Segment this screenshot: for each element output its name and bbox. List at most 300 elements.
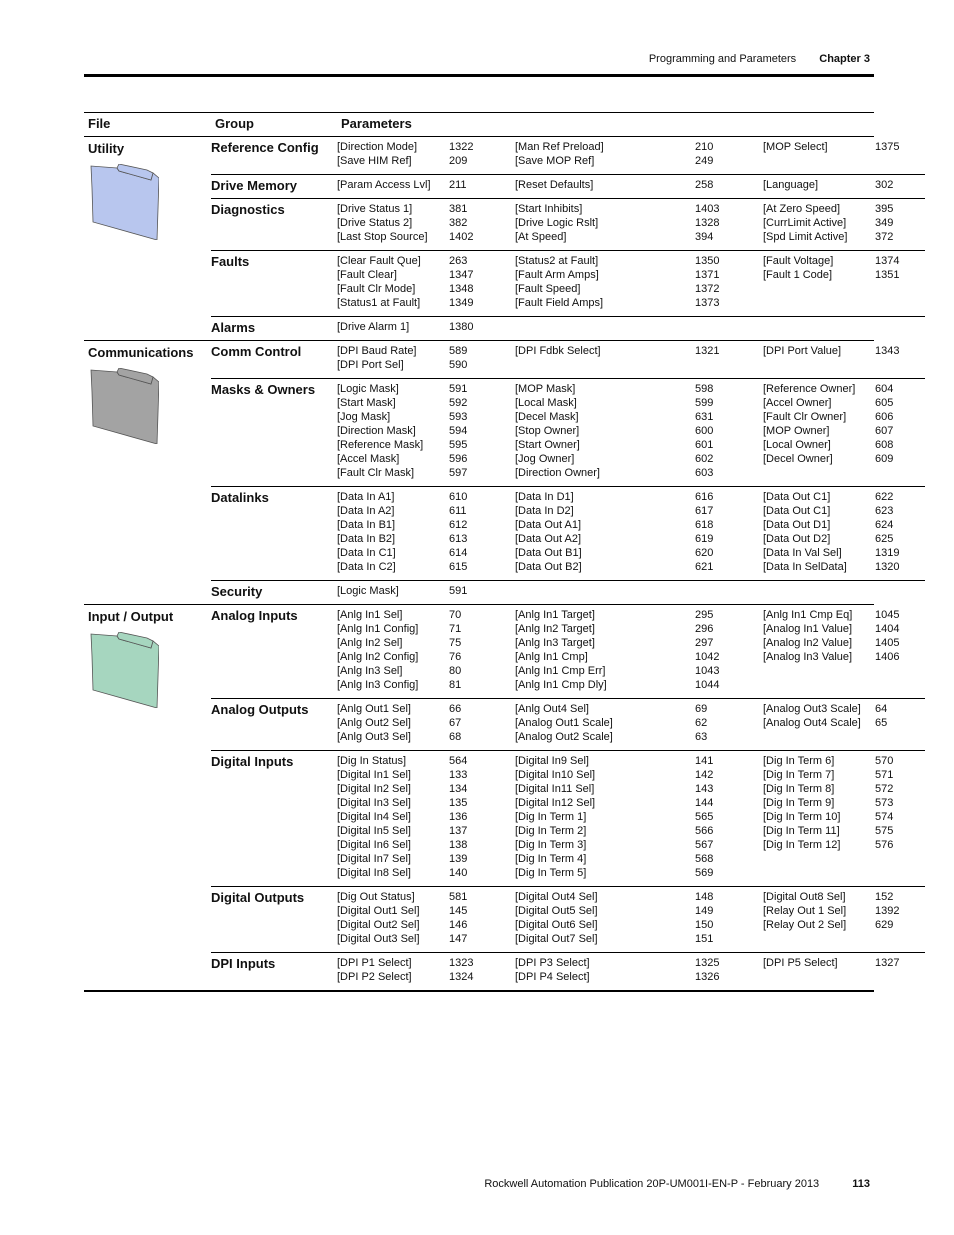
- parameter-name: [Data In SelData]: [763, 561, 847, 573]
- parameter-number: 76: [449, 651, 462, 663]
- parameter-number: 64: [875, 703, 888, 715]
- parameter-number: 607: [875, 425, 894, 437]
- header-chapter: Chapter 3: [819, 53, 870, 65]
- parameter-number: 619: [695, 533, 714, 545]
- group-name: Analog Inputs: [211, 608, 298, 623]
- page-number: 113: [852, 1178, 870, 1190]
- file-name: Input / Output: [88, 609, 174, 624]
- parameter-name: [Fault 1 Code]: [763, 269, 833, 281]
- parameter-number: 611: [449, 505, 467, 517]
- parameter-grid: [337, 341, 925, 378]
- parameter-name: [Status1 at Fault]: [337, 297, 421, 309]
- parameter-name: [Anlg In1 Cmp Dly]: [515, 679, 607, 691]
- parameter-name: [Reference Owner]: [763, 383, 856, 395]
- parameter-number: 624: [875, 519, 894, 531]
- group-name: Faults: [211, 254, 250, 269]
- parameter-number: 573: [875, 797, 894, 809]
- parameter-number: 629: [875, 919, 894, 931]
- parameter-name: [Drive Alarm 1]: [337, 321, 410, 333]
- parameter-number: 150: [695, 919, 714, 931]
- parameter-number: 1403: [695, 203, 720, 215]
- parameter-number: 569: [695, 867, 714, 879]
- parameter-name: [Param Access Lvl]: [337, 179, 431, 191]
- parameter-number: 604: [875, 383, 894, 395]
- parameter-name: [Anlg Out1 Sel]: [337, 703, 411, 715]
- parameter-name: [Digital In6 Sel]: [337, 839, 411, 851]
- file-name: Utility: [88, 141, 125, 156]
- parameter-number: 589: [449, 345, 468, 357]
- parameter-name: [Fault Speed]: [515, 283, 581, 295]
- parameter-name: [Digital In9 Sel]: [515, 755, 589, 767]
- col-group: Group: [215, 116, 254, 131]
- parameter-name: [Anlg Out4 Sel]: [515, 703, 589, 715]
- parameter-number: 137: [449, 825, 468, 837]
- parameter-number: 1351: [875, 269, 900, 281]
- parameter-name: [Digital Out7 Sel]: [515, 933, 598, 945]
- parameter-name: [Anlg In1 Cmp Err]: [515, 665, 606, 677]
- parameter-number: 1392: [875, 905, 900, 917]
- parameter-number: 145: [449, 905, 468, 917]
- parameter-number: 1322: [449, 141, 474, 153]
- parameter-name: [Direction Mask]: [337, 425, 416, 437]
- parameter-name: [Digital In10 Sel]: [515, 769, 596, 781]
- parameter-number: 395: [875, 203, 894, 215]
- parameter-number: 135: [449, 797, 468, 809]
- parameter-number: 1321: [695, 345, 720, 357]
- parameter-name: [DPI P1 Select]: [337, 957, 412, 969]
- parameter-name: [Data Out C1]: [763, 491, 831, 503]
- parameter-number: 599: [695, 397, 714, 409]
- parameter-number: 258: [695, 179, 714, 191]
- group-row: [211, 317, 925, 340]
- parameter-number: 81: [449, 679, 462, 691]
- parameter-number: 1327: [875, 957, 900, 969]
- parameter-name: [Analog Out1 Scale]: [515, 717, 613, 729]
- parameter-number: 69: [695, 703, 708, 715]
- parameter-name: [Data Out A2]: [515, 533, 582, 545]
- parameter-name: [Dig In Term 7]: [763, 769, 835, 781]
- folder-icon: [89, 164, 159, 240]
- parameter-name: [Digital In5 Sel]: [337, 825, 411, 837]
- parameter-number: 65: [875, 717, 888, 729]
- parameter-grid: [337, 317, 925, 340]
- header-section: Programming and Parameters: [648, 53, 797, 65]
- parameter-number: 1042: [695, 651, 720, 663]
- parameter-number: 617: [695, 505, 714, 517]
- group-list: [211, 605, 925, 990]
- group-name: Reference Config: [211, 140, 319, 155]
- parameter-number: 295: [695, 609, 714, 621]
- parameter-number: 600: [695, 425, 714, 437]
- parameter-name: [Anlg In1 Sel]: [337, 609, 403, 621]
- parameter-name: [Man Ref Preload]: [515, 141, 604, 153]
- parameter-number: 147: [449, 933, 468, 945]
- parameter-number: 616: [695, 491, 714, 503]
- parameter-name: [Save MOP Ref]: [515, 155, 595, 167]
- parameter-number: 146: [449, 919, 468, 931]
- parameter-number: 136: [449, 811, 468, 823]
- parameter-name: [Digital In12 Sel]: [515, 797, 596, 809]
- parameter-name: [Local Mask]: [515, 397, 577, 409]
- parameter-name: [Data In D1]: [515, 491, 574, 503]
- parameter-name: [Analog In1 Value]: [763, 623, 853, 635]
- parameter-grid: [337, 605, 925, 698]
- group-row: [211, 887, 925, 953]
- parameter-name: [Fault Clr Mask]: [337, 467, 415, 479]
- parameter-number: 140: [449, 867, 468, 879]
- parameter-number: 1373: [695, 297, 720, 309]
- parameter-number: 394: [695, 231, 714, 243]
- parameter-number: 596: [449, 453, 468, 465]
- group-name: Digital Outputs: [211, 890, 305, 905]
- page-footer: [484, 1178, 870, 1190]
- table-body: [84, 137, 900, 992]
- parameter-number: 1328: [695, 217, 720, 229]
- group-name: Alarms: [211, 320, 256, 335]
- parameter-name: [Analog In3 Value]: [763, 651, 853, 663]
- parameter-name: [Anlg In1 Cmp]: [515, 651, 588, 663]
- parameter-number: 621: [695, 561, 714, 573]
- parameter-number: 623: [875, 505, 894, 517]
- parameter-number: 605: [875, 397, 894, 409]
- group-row: [211, 251, 925, 317]
- parameter-name: [Logic Mask]: [337, 585, 399, 597]
- parameter-name: [Accel Owner]: [763, 397, 832, 409]
- parameter-grid: [337, 379, 925, 486]
- parameter-number: 574: [875, 811, 894, 823]
- parameter-number: 609: [875, 453, 894, 465]
- parameter-name: [DPI P3 Select]: [515, 957, 590, 969]
- parameter-name: [Status2 at Fault]: [515, 255, 599, 267]
- parameter-name: [MOP Owner]: [763, 425, 830, 437]
- parameter-number: 63: [695, 731, 708, 743]
- parameter-name: [Dig In Term 9]: [763, 797, 835, 809]
- group-name: Masks & Owners: [211, 382, 316, 397]
- parameter-number: 141: [695, 755, 714, 767]
- parameter-number: 263: [449, 255, 468, 267]
- parameter-number: 302: [875, 179, 894, 191]
- parameter-name: [Digital Out5 Sel]: [515, 905, 598, 917]
- col-parameters: Parameters: [341, 116, 412, 131]
- file-section: [84, 137, 900, 341]
- parameter-number: 149: [695, 905, 714, 917]
- parameter-number: 1371: [695, 269, 720, 281]
- parameter-number: 142: [695, 769, 714, 781]
- parameter-number: 349: [875, 217, 894, 229]
- parameter-name: [Data In C1]: [337, 547, 396, 559]
- parameter-name: [Start Mask]: [337, 397, 396, 409]
- parameter-grid: [337, 887, 925, 952]
- parameter-number: 631: [695, 411, 714, 423]
- parameter-number: 568: [695, 853, 714, 865]
- parameter-number: 590: [449, 359, 468, 371]
- group-name: Analog Outputs: [211, 702, 309, 717]
- parameter-name: [Dig In Term 2]: [515, 825, 587, 837]
- group-row: [211, 175, 925, 199]
- parameter-number: 1326: [695, 971, 720, 983]
- parameter-number: 1375: [875, 141, 900, 153]
- parameter-name: [Local Owner]: [763, 439, 831, 451]
- parameter-number: 210: [695, 141, 714, 153]
- parameter-name: [Data In B1]: [337, 519, 396, 531]
- file-cell: [84, 341, 211, 604]
- parameter-name: [Accel Mask]: [337, 453, 400, 465]
- group-name: DPI Inputs: [211, 956, 276, 971]
- parameter-name: [Clear Fault Que]: [337, 255, 421, 267]
- parameter-number: 71: [449, 623, 462, 635]
- parameter-name: [Drive Logic Rslt]: [515, 217, 599, 229]
- parameter-number: 296: [695, 623, 714, 635]
- parameter-name: [At Zero Speed]: [763, 203, 841, 215]
- parameter-name: [Direction Mode]: [337, 141, 418, 153]
- parameter-name: [Analog Out4 Scale]: [763, 717, 861, 729]
- parameter-number: 576: [875, 839, 894, 851]
- parameter-name: [Digital In7 Sel]: [337, 853, 411, 865]
- parameter-number: 613: [449, 533, 468, 545]
- parameter-number: 591: [449, 585, 468, 597]
- parameter-number: 75: [449, 637, 462, 649]
- parameter-grid: [337, 137, 925, 174]
- parameter-number: 614: [449, 547, 468, 559]
- group-name: Datalinks: [211, 490, 269, 505]
- parameter-name: [Drive Status 2]: [337, 217, 413, 229]
- parameter-number: 1349: [449, 297, 474, 309]
- parameter-number: 1325: [695, 957, 720, 969]
- parameter-name: [Dig In Term 8]: [763, 783, 835, 795]
- parameter-number: 591: [449, 383, 468, 395]
- parameter-name: [Relay Out 2 Sel]: [763, 919, 847, 931]
- parameter-name: [Data Out A1]: [515, 519, 582, 531]
- parameter-name: [Data In A2]: [337, 505, 395, 517]
- parameter-name: [Decel Owner]: [763, 453, 833, 465]
- parameter-number: 1319: [875, 547, 900, 559]
- parameter-number: 1347: [449, 269, 474, 281]
- parameter-name: [Start Inhibits]: [515, 203, 583, 215]
- parameter-name: [Data Out D2]: [763, 533, 831, 545]
- parameter-number: 134: [449, 783, 468, 795]
- parameter-number: 144: [695, 797, 714, 809]
- parameter-name: [Fault Clear]: [337, 269, 397, 281]
- parameter-number: 608: [875, 439, 894, 451]
- parameter-number: 249: [695, 155, 714, 167]
- parameter-name: [Dig In Term 12]: [763, 839, 841, 851]
- parameter-number: 139: [449, 853, 468, 865]
- parameter-name: [Jog Owner]: [515, 453, 575, 465]
- parameter-name: [Data Out B1]: [515, 547, 582, 559]
- parameter-number: 372: [875, 231, 894, 243]
- parameter-grid: [337, 953, 925, 990]
- parameter-number: 1406: [875, 651, 900, 663]
- parameter-name: [Data Out D1]: [763, 519, 831, 531]
- parameter-number: 151: [695, 933, 714, 945]
- parameter-number: 381: [449, 203, 468, 215]
- parameter-number: 610: [449, 491, 468, 503]
- parameter-name: [Drive Status 1]: [337, 203, 413, 215]
- group-name: Drive Memory: [211, 178, 297, 193]
- group-row: [211, 487, 925, 581]
- parameter-name: [Language]: [763, 179, 819, 191]
- group-row: [211, 581, 925, 604]
- parameter-number: 595: [449, 439, 468, 451]
- parameter-name: [Analog In2 Value]: [763, 637, 853, 649]
- parameter-name: [DPI Port Value]: [763, 345, 842, 357]
- group-list: [211, 137, 925, 340]
- group-name: Diagnostics: [211, 202, 285, 217]
- group-row: [211, 341, 925, 379]
- parameter-number: 1404: [875, 623, 900, 635]
- group-row: [211, 751, 925, 887]
- parameter-number: 618: [695, 519, 714, 531]
- parameter-name: [Data In A1]: [337, 491, 395, 503]
- parameter-name: [Reference Mask]: [337, 439, 424, 451]
- parameter-name: [Logic Mask]: [337, 383, 399, 395]
- parameter-name: [Digital In11 Sel]: [515, 783, 595, 795]
- parameter-number: 575: [875, 825, 894, 837]
- parameter-name: [Digital In1 Sel]: [337, 769, 411, 781]
- parameter-name: [Digital In4 Sel]: [337, 811, 411, 823]
- file-name: Communications: [88, 345, 194, 360]
- parameter-number: 62: [695, 717, 708, 729]
- parameter-number: 598: [695, 383, 714, 395]
- parameter-number: 68: [449, 731, 462, 743]
- parameter-name: [Relay Out 1 Sel]: [763, 905, 847, 917]
- parameter-name: [Fault Arm Amps]: [515, 269, 599, 281]
- folder-icon: [89, 368, 159, 444]
- parameter-number: 572: [875, 783, 894, 795]
- parameter-number: 1045: [875, 609, 900, 621]
- parameter-name: [Data In B2]: [337, 533, 396, 545]
- parameter-number: 152: [875, 891, 894, 903]
- parameter-number: 566: [695, 825, 714, 837]
- parameter-number: 1372: [695, 283, 720, 295]
- parameter-name: [DPI P4 Select]: [515, 971, 590, 983]
- parameter-number: 615: [449, 561, 468, 573]
- parameter-name: [Dig In Status]: [337, 755, 407, 767]
- group-name: Digital Inputs: [211, 754, 294, 769]
- parameter-name: [Decel Mask]: [515, 411, 579, 423]
- parameter-name: [At Speed]: [515, 231, 567, 243]
- parameter-number: 67: [449, 717, 462, 729]
- parameter-number: 1044: [695, 679, 720, 691]
- parameter-name: [Digital In3 Sel]: [337, 797, 411, 809]
- parameter-number: 1343: [875, 345, 900, 357]
- parameter-number: 1350: [695, 255, 720, 267]
- parameter-number: 565: [695, 811, 714, 823]
- parameter-name: [Digital Out6 Sel]: [515, 919, 598, 931]
- group-row: [211, 699, 925, 751]
- parameter-number: 567: [695, 839, 714, 851]
- parameter-name: [Anlg Out3 Sel]: [337, 731, 411, 743]
- parameter-grid: [337, 175, 925, 198]
- parameter-number: 70: [449, 609, 462, 621]
- parameter-number: 209: [449, 155, 468, 167]
- parameter-name: [Analog Out3 Scale]: [763, 703, 861, 715]
- parameter-name: [Digital Out1 Sel]: [337, 905, 420, 917]
- parameter-grid: [337, 487, 925, 580]
- parameter-name: [Spd Limit Active]: [763, 231, 848, 243]
- parameter-number: 148: [695, 891, 714, 903]
- parameter-number: 622: [875, 491, 894, 503]
- parameter-number: 620: [695, 547, 714, 559]
- parameter-number: 625: [875, 533, 894, 545]
- parameter-number: 80: [449, 665, 462, 677]
- file-section: [84, 341, 900, 605]
- file-cell: [84, 137, 211, 340]
- parameter-name: [DPI Port Sel]: [337, 359, 404, 371]
- parameter-name: [Fault Voltage]: [763, 255, 834, 267]
- group-name: Comm Control: [211, 344, 302, 359]
- parameter-grid: [337, 199, 925, 250]
- parameter-number: 597: [449, 467, 468, 479]
- parameter-name: [Reset Defaults]: [515, 179, 594, 191]
- parameter-number: 1348: [449, 283, 474, 295]
- parameter-number: 1374: [875, 255, 900, 267]
- parameter-name: [Anlg In1 Cmp Eq]: [763, 609, 853, 621]
- parameter-name: [Analog Out2 Scale]: [515, 731, 613, 743]
- parameter-name: [Anlg In2 Sel]: [337, 637, 403, 649]
- parameter-number: 594: [449, 425, 468, 437]
- group-row: [211, 379, 925, 487]
- parameter-number: 138: [449, 839, 468, 851]
- parameter-name: [Anlg In3 Target]: [515, 637, 595, 649]
- parameter-grid: [337, 751, 925, 886]
- parameter-number: 66: [449, 703, 462, 715]
- parameter-number: 570: [875, 755, 894, 767]
- parameter-name: [Data Out B2]: [515, 561, 582, 573]
- parameter-name: [Data In D2]: [515, 505, 574, 517]
- parameter-name: [MOP Select]: [763, 141, 828, 153]
- parameter-table: [84, 112, 900, 992]
- parameter-name: [Fault Field Amps]: [515, 297, 604, 309]
- parameter-number: 143: [695, 783, 714, 795]
- parameter-number: 1320: [875, 561, 900, 573]
- parameter-name: [Anlg Out2 Sel]: [337, 717, 411, 729]
- parameter-name: [DPI P5 Select]: [763, 957, 838, 969]
- parameter-number: 612: [449, 519, 468, 531]
- parameter-name: [Anlg In1 Target]: [515, 609, 595, 621]
- parameter-name: [Data In C2]: [337, 561, 396, 573]
- group-name: Security: [211, 584, 263, 599]
- group-row: [211, 199, 925, 251]
- parameter-name: [Anlg In2 Config]: [337, 651, 419, 663]
- parameter-name: [Digital In2 Sel]: [337, 783, 411, 795]
- parameter-grid: [337, 581, 925, 604]
- parameter-name: [Save HIM Ref]: [337, 155, 412, 167]
- folder-icon: [89, 632, 159, 708]
- parameter-number: 606: [875, 411, 894, 423]
- parameter-number: 593: [449, 411, 468, 423]
- group-row: [211, 953, 925, 990]
- parameter-name: [Digital In8 Sel]: [337, 867, 411, 879]
- parameter-number: 1323: [449, 957, 474, 969]
- parameter-number: 602: [695, 453, 714, 465]
- group-list: [211, 341, 925, 604]
- parameter-name: [Anlg In2 Target]: [515, 623, 595, 635]
- col-file: File: [88, 116, 111, 131]
- running-header: [649, 53, 870, 65]
- file-section: [84, 605, 900, 992]
- parameter-number: 1043: [695, 665, 720, 677]
- parameter-name: [Dig In Term 10]: [763, 811, 841, 823]
- parameter-name: [Data Out C1]: [763, 505, 831, 517]
- parameter-number: 1405: [875, 637, 900, 649]
- parameter-name: [Last Stop Source]: [337, 231, 428, 243]
- parameter-number: 1402: [449, 231, 474, 243]
- parameter-name: [Fault Clr Mode]: [337, 283, 416, 295]
- group-row: [211, 605, 925, 699]
- parameter-number: 1380: [449, 321, 474, 333]
- parameter-name: [Dig In Term 3]: [515, 839, 587, 851]
